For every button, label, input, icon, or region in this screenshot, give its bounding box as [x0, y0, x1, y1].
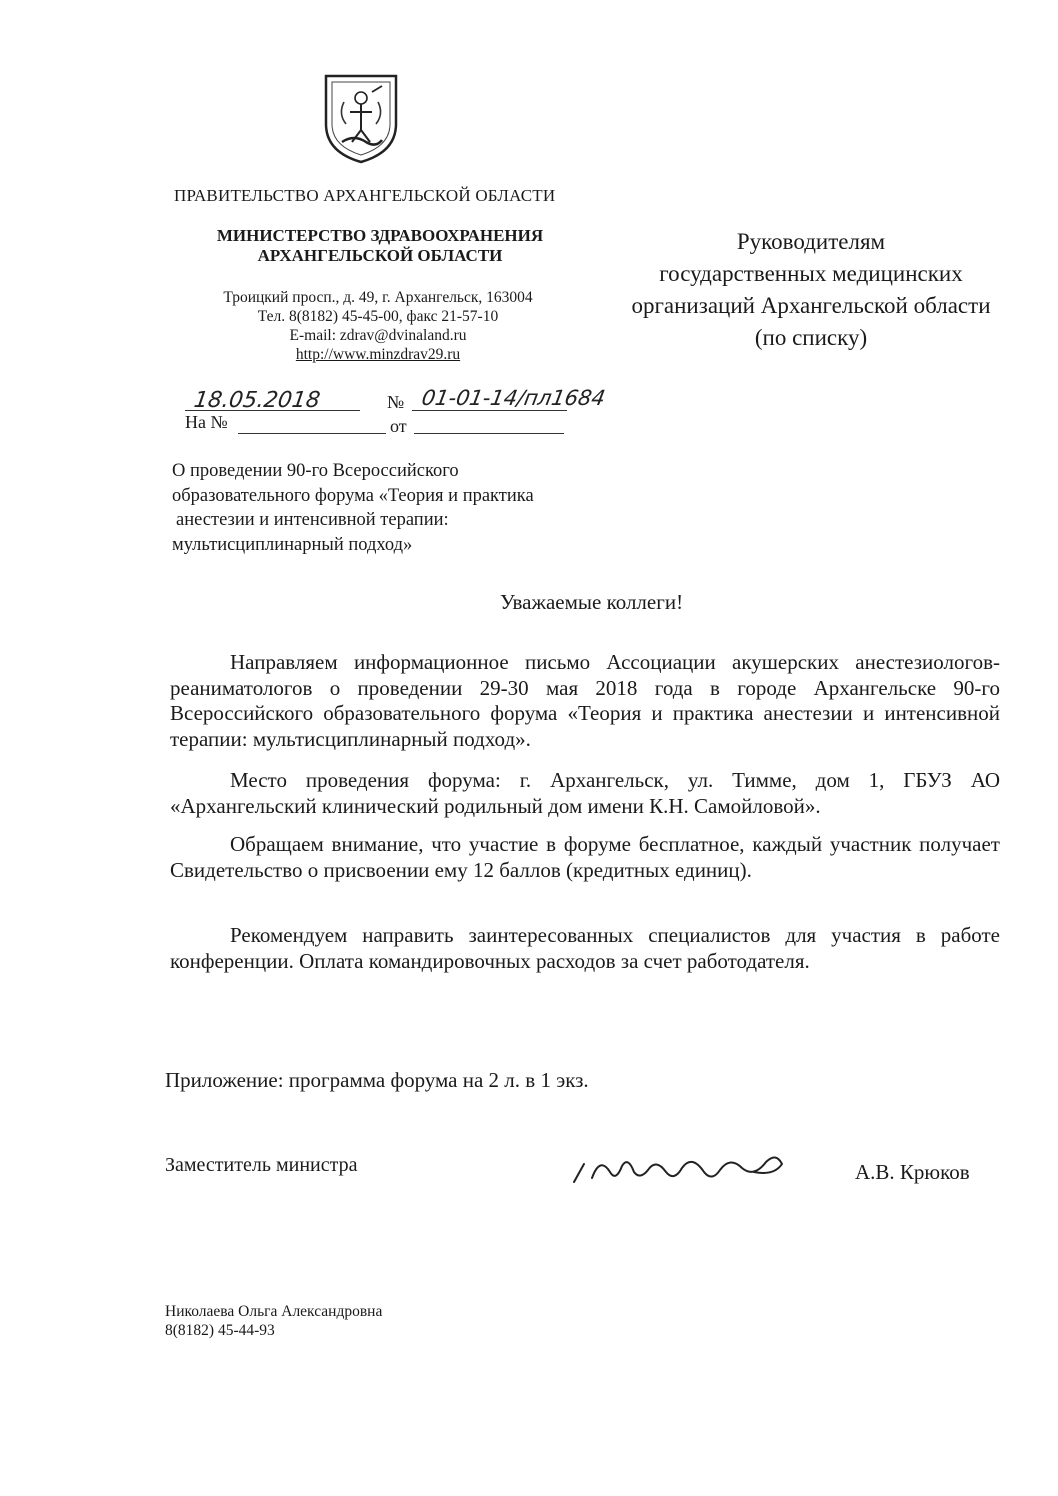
- recipient-line-2: государственных медицинских: [659, 261, 963, 286]
- email: E-mail: zdrav@dvinaland.ru: [289, 327, 467, 344]
- recipient-line-1: Руководителям: [736, 229, 886, 254]
- reply-number-underline: [238, 433, 386, 434]
- from-underline: [414, 433, 564, 434]
- recipient-line-4: (по списку): [754, 325, 868, 350]
- paragraph-3: [170, 832, 1000, 883]
- date-underline: [185, 410, 360, 411]
- subject-line-1: О проведении 90-го Всероссийского: [172, 461, 459, 481]
- phone: Тел. 8(8182) 45-45-00, факс 21-57-10: [257, 308, 499, 325]
- paragraph-1: [170, 650, 1000, 752]
- signatory-title: Заместитель министра: [165, 1154, 358, 1176]
- reply-label: На №: [185, 412, 228, 432]
- executor-name: Николаева Ольга Александровна: [165, 1303, 383, 1320]
- recipient-line-3: организаций Архангельской области: [631, 293, 991, 318]
- attachment-note: Приложение: программа форума на 2 л. в 1 экз.: [165, 1068, 589, 1092]
- letter-subject: [172, 459, 612, 557]
- paragraph-2: [170, 768, 1000, 819]
- from-label: от: [390, 416, 407, 436]
- subject-line-3: анестезии и интенсивной терапии:: [176, 510, 449, 530]
- executor-info: [165, 1302, 382, 1340]
- paragraph-1-text: Направляем информационное письмо Ассоциации акушерских анестезиологов-реаниматологов о проведении 29-30 мая 2018 года в городе Архангельске 90-го Всероссийского образовательного форума «Теория и практика анестезии и интенсивной терапии: мультисциплинарный подход».: [170, 650, 1000, 751]
- address: Троицкий просп., д. 49, г. Архангельск, 163004: [223, 289, 533, 306]
- recipient-block: [605, 226, 1017, 354]
- signatory-name: А.В. Крюков: [855, 1160, 970, 1184]
- paragraph-2-text: Место проведения форума: г. Архангельск, ул. Тимме, дом 1, ГБУЗ АО «Архангельский клинический родильный дом имени К.Н. Самойловой».: [170, 768, 1000, 818]
- paragraph-3-text: Обращаем внимание, что участие в форуме бесплатное, каждый участник получает Свидетельство о присвоении ему 12 баллов (кредитных единиц).: [170, 832, 1000, 882]
- greeting: Уважаемые коллеги!: [500, 590, 684, 614]
- paragraph-4: [170, 923, 1000, 974]
- number-underline: [412, 410, 567, 411]
- coat-of-arms-icon: [320, 72, 402, 164]
- ministry-contacts: [196, 288, 560, 364]
- government-name: ПРАВИТЕЛЬСТВО АРХАНГЕЛЬСКОЙ ОБЛАСТИ: [174, 186, 556, 205]
- executor-phone: 8(8182) 45-44-93: [165, 1322, 275, 1339]
- registration-number: 01-01-14/пл1684: [419, 386, 608, 410]
- paragraph-4-text: Рекомендуем направить заинтересованных специалистов для участия в работе конференции. Оплата командировочных расходов за счет работодателя.: [170, 923, 1000, 973]
- ministry-name: [200, 226, 560, 266]
- website-link[interactable]: http://www.minzdrav29.ru: [295, 346, 461, 363]
- subject-line-2: образовательного форума «Теория и практика: [172, 485, 534, 506]
- ministry-line-2: АРХАНГЕЛЬСКОЙ ОБЛАСТИ: [257, 246, 503, 265]
- handwritten-signature-icon: [570, 1142, 790, 1190]
- registration-date: 18.05.2018: [192, 388, 322, 413]
- ministry-line-1: МИНИСТЕРСТВО ЗДРАВООХРАНЕНИЯ: [216, 226, 544, 245]
- number-label: №: [387, 392, 405, 412]
- subject-line-4: мультисциплинарный подход»: [172, 534, 413, 555]
